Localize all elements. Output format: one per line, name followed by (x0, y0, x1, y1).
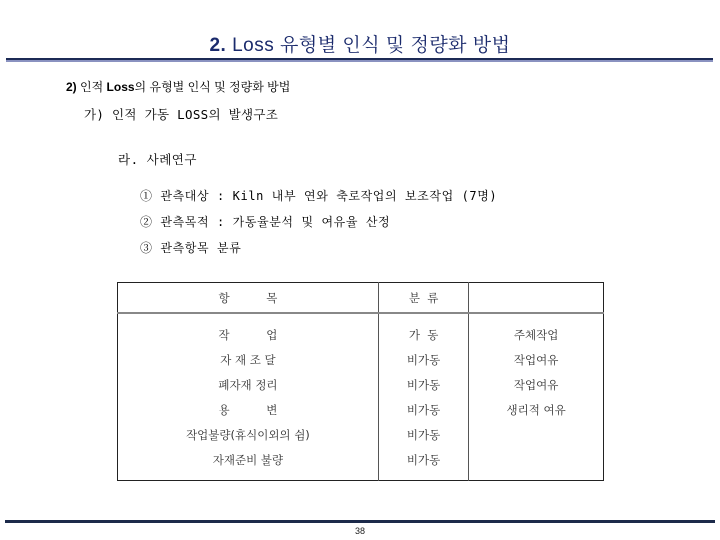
table-row (118, 422, 604, 447)
section-heading (66, 78, 290, 95)
cell-item: 작 업 (118, 313, 379, 347)
cell-item: 자재준비 불량 (118, 447, 379, 481)
slide-title (0, 30, 720, 57)
table-header-row (118, 283, 604, 314)
title-text: Loss 유형별 인식 및 정량화 방법 (232, 35, 511, 56)
observation-purpose: ② 관측목적 : 가동율분석 및 여유율 산정 (140, 215, 391, 229)
title-number: 2. (209, 35, 227, 56)
observation-list (140, 188, 497, 266)
section-number: 2) (66, 80, 77, 94)
cell-item: 작업불량(휴식이외의 쉼) (118, 422, 379, 447)
cell-item: 용 변 (118, 397, 379, 422)
cell-type: 작업여유 (513, 377, 559, 392)
cell-item: 자 재 조 달 (118, 347, 379, 372)
table-row (118, 313, 604, 347)
cell-type: 작업여유 (513, 352, 559, 367)
header-category: 분 류 (378, 283, 468, 314)
cell-category: 비가동 (378, 397, 468, 422)
section-text-1: 인적 (76, 80, 107, 94)
footer-divider (5, 520, 715, 523)
observation-categories: ③ 관측항목 분류 (140, 241, 242, 255)
cell-type (469, 447, 604, 481)
table-row (118, 372, 604, 397)
cell-category: 비가동 (378, 347, 468, 372)
classification-table (117, 282, 604, 481)
table-row (118, 397, 604, 422)
table-row (118, 347, 604, 372)
header-item: 항 목 (118, 283, 379, 314)
title-divider (6, 58, 713, 62)
section-bold-word: Loss (106, 80, 135, 94)
cell-category: 비가동 (378, 372, 468, 397)
page-number: 38 (354, 526, 365, 536)
cell-type: 생리적 여유 (506, 402, 566, 417)
table-row (118, 447, 604, 481)
sub-heading: 가) 인적 가동 LOSS의 발생구조 (84, 107, 279, 122)
cell-category: 비가동 (378, 447, 468, 481)
cell-type (469, 422, 604, 447)
cell-type: 주체작업 (513, 327, 559, 342)
section-text-2: 의 유형별 인식 및 정량화 방법 (134, 80, 291, 94)
observation-target: ① 관측대상 : Kiln 내부 연와 축로작업의 보조작업 (7명) (140, 189, 498, 203)
cell-item: 폐자재 정리 (118, 372, 379, 397)
header-type (469, 283, 604, 314)
cell-category: 비가동 (378, 422, 468, 447)
cell-category: 가 동 (378, 313, 468, 347)
case-study-heading: 라. 사례연구 (118, 152, 197, 167)
